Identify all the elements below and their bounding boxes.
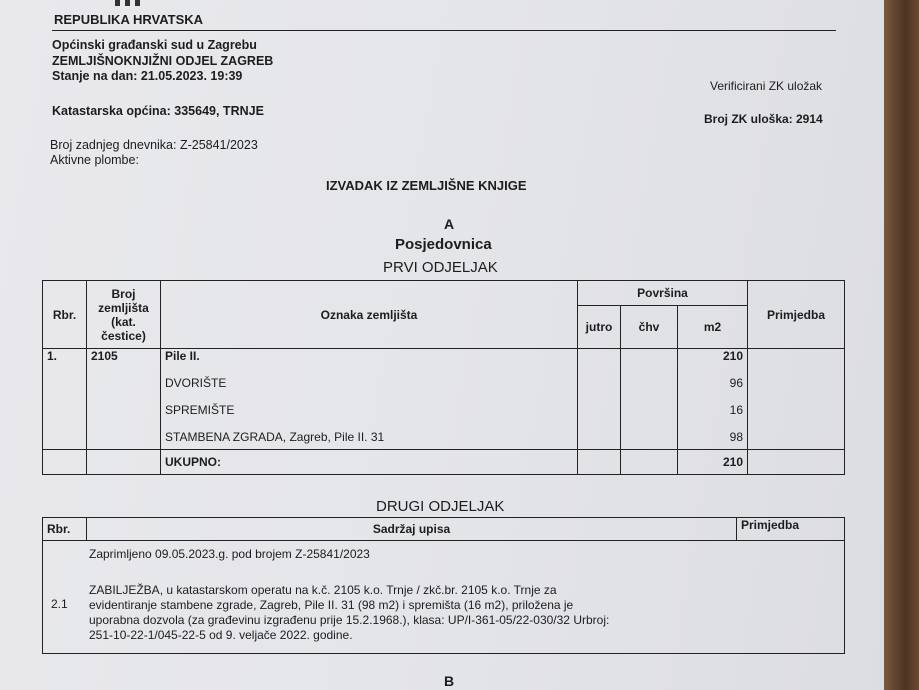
- cell-m2: 210: [678, 349, 748, 376]
- table-row: [43, 403, 845, 430]
- col-povrsina: Površina: [578, 281, 748, 306]
- col-chv: čhv: [621, 306, 678, 349]
- cell-oznaka: STAMBENA ZGRADA, Zagreb, Pile II. 31: [161, 430, 578, 450]
- state-date: Stanje na dan: 21.05.2023. 19:39: [52, 69, 243, 83]
- department-name: ZEMLJIŠNOKNJIŽNI ODJEL ZAGREB: [52, 54, 274, 68]
- cell-oznaka: DVORIŠTE: [161, 376, 578, 403]
- entry-received: Zaprimljeno 09.05.2023.g. pod brojem Z-25841/2023: [89, 547, 370, 561]
- last-journal: Broj zadnjeg dnevnika: Z-25841/2023: [50, 138, 258, 152]
- entry-cell: [43, 541, 845, 654]
- col-jutro: jutro: [578, 306, 621, 349]
- cell-oznaka: SPREMIŠTE: [161, 403, 578, 430]
- coat-of-arms-icon: [115, 0, 145, 6]
- folio-number: Broj ZK uloška: 2914: [704, 112, 823, 126]
- col-primjedba: Primjedba: [748, 281, 845, 349]
- wooden-table-edge: [884, 0, 919, 690]
- header-rule: [52, 30, 836, 31]
- total-m2: 210: [678, 450, 748, 475]
- part1-heading: PRVI ODJELJAK: [383, 259, 498, 276]
- cadastral-municipality: Katastarska općina: 335649, TRNJE: [52, 104, 264, 118]
- section-a-letter: A: [444, 216, 455, 232]
- verified-label: Verificirani ZK uložak: [710, 79, 823, 93]
- total-row: [43, 450, 845, 475]
- entry-line: evidentiranje stambene zgrade, Zagreb, Pile II. 31 (98 m2) i spremišta (16 m2), priložena je: [89, 598, 574, 612]
- country-heading: REPUBLIKA HRVATSKA: [54, 12, 204, 27]
- col-sadrzaj: Sadržaj upisa: [87, 518, 737, 541]
- col-broj: Broj zemljišta (kat. čestice): [87, 281, 161, 349]
- cell-rbr: 1.: [43, 349, 87, 376]
- col-rbr: Rbr.: [43, 281, 87, 349]
- cell-m2: 96: [678, 376, 748, 403]
- col-oznaka: Oznaka zemljišta: [161, 281, 578, 349]
- table-row: [43, 430, 845, 450]
- part2-heading: DRUGI ODJELJAK: [376, 498, 505, 515]
- cell-broj: 2105: [87, 349, 161, 376]
- entries-table: [42, 517, 845, 654]
- table-row: [43, 541, 845, 654]
- cell-oznaka: Pile II.: [161, 349, 578, 376]
- section-a-name: Posjedovnica: [395, 236, 492, 253]
- col-primjedba: Primjedba: [737, 518, 845, 541]
- entry-line: 251-10-22-1/045-22-5 od 9. veljače 2022. godine.: [89, 628, 353, 642]
- active-seals: Aktivne plombe:: [50, 153, 139, 167]
- entry-text: [89, 583, 609, 643]
- col-rbr: Rbr.: [43, 518, 87, 541]
- parcels-table: [42, 280, 845, 475]
- document-title: IZVADAK IZ ZEMLJIŠNE KNJIGE: [326, 178, 527, 193]
- table-row: [43, 376, 845, 403]
- section-b-letter: B: [444, 673, 455, 689]
- col-m2: m2: [678, 306, 748, 349]
- entry-rbr: 2.1: [51, 597, 68, 611]
- entry-line: uporabna dozvola (za građevinu izgrađenu prije 15.2.1968.), klasa: UP/I-361-05/22-030/32 Urbroj:: [89, 613, 610, 627]
- table-row: [43, 349, 845, 376]
- court-name: Općinski građanski sud u Zagrebu: [52, 38, 257, 52]
- entry-line: ZABILJEŽBA, u katastarskom operatu na k.č. 2105 k.o. Trnje / zkč.br. 2105 k.o. Trnje za: [89, 583, 557, 597]
- cell-m2: 16: [678, 403, 748, 430]
- total-label: UKUPNO:: [161, 450, 578, 475]
- cell-m2: 98: [678, 430, 748, 450]
